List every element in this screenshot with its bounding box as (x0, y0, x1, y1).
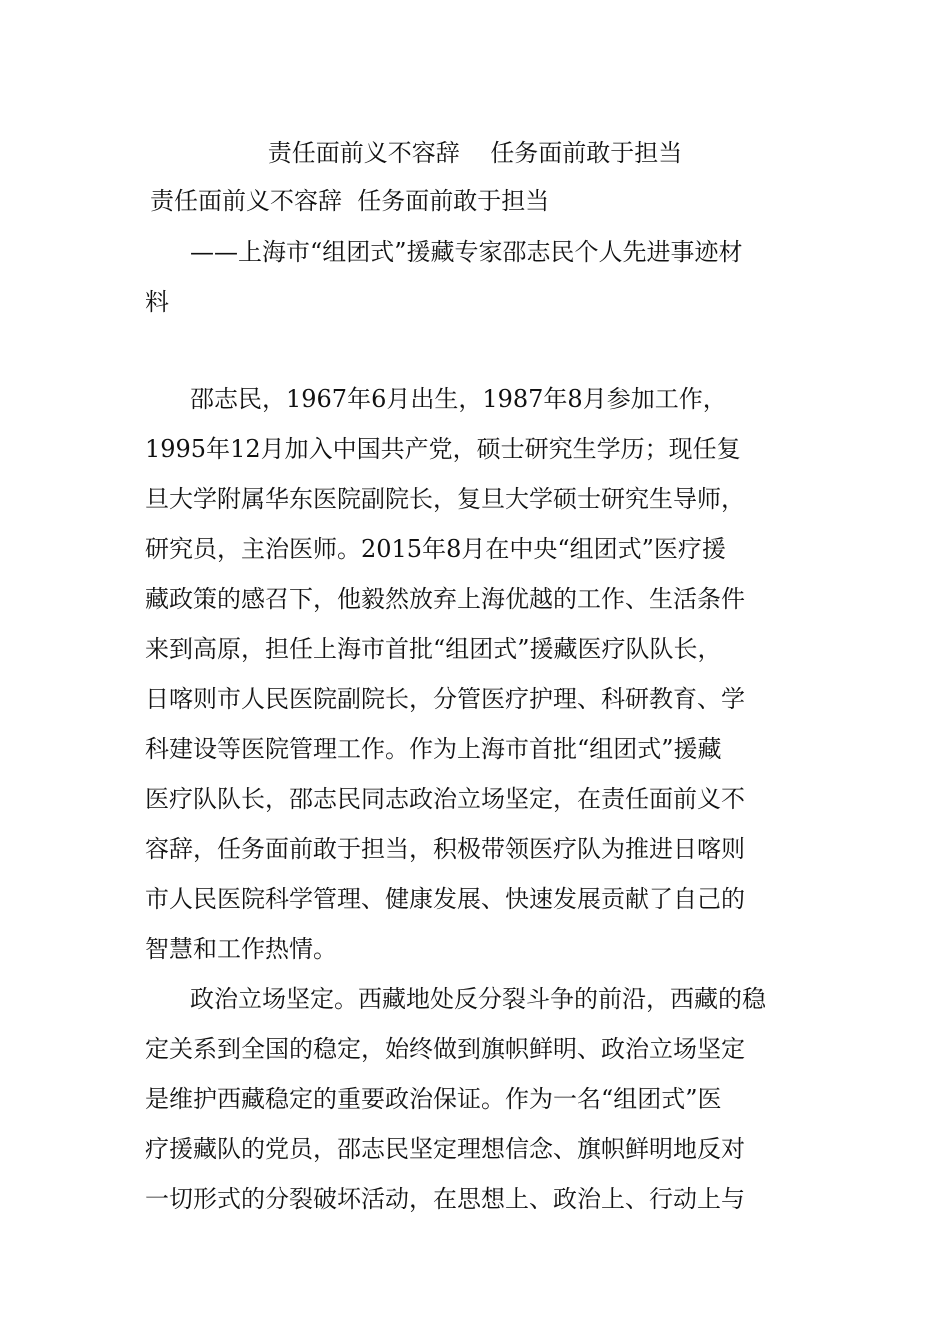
paragraph-1-line: 医疗队队长，邵志民同志政治立场坚定，在责任面前义不 (145, 785, 745, 813)
paragraph-1-line: 1995年12月加入中国共产党，硕士研究生学历；现任复 (145, 435, 741, 463)
paragraph-2-line: 是维护西藏稳定的重要政治保证。作为一名“组团式”医 (145, 1085, 722, 1113)
paragraph-2-line: 疗援藏队的党员，邵志民坚定理想信念、旗帜鲜明地反对 (145, 1135, 745, 1163)
paragraph-2-line: 政治立场坚定。西藏地处反分裂斗争的前沿，西藏的稳 (190, 985, 766, 1013)
paragraph-1-line: 来到高原，担任上海市首批“组团式”援藏医疗队队长， (145, 635, 722, 663)
byline-line-2: 料 (145, 288, 169, 316)
paragraph-1-line: 容辞，任务面前敢于担当，积极带领医疗队为推进日喀则 (145, 835, 745, 863)
paragraph-1-line: 市人民医院科学管理、健康发展、快速发展贡献了自己的 (145, 885, 745, 913)
paragraph-1-line: 日喀则市人民医院副院长，分管医疗护理、科研教育、学 (145, 685, 745, 713)
paragraph-1-line: 研究员，主治医师。2015年8月在中央“组团式”医疗援 (145, 535, 726, 563)
paragraph-1-line: 旦大学附属华东医院副院长，复旦大学硕士研究生导师， (145, 485, 745, 513)
subtitle: 责任面前义不容辞 任务面前敢于担当 (150, 187, 550, 215)
paragraph-2-line: 一切形式的分裂破坏活动，在思想上、政治上、行动上与 (145, 1185, 745, 1213)
paragraph-1-line: 科建设等医院管理工作。作为上海市首批“组团式”援藏 (145, 735, 722, 763)
paragraph-2-line: 定关系到全国的稳定，始终做到旗帜鲜明、政治立场坚定 (145, 1035, 745, 1063)
paragraph-1-line: 藏政策的感召下，他毅然放弃上海优越的工作、生活条件 (145, 585, 745, 613)
paragraph-1-line: 邵志民，1967年6月出生，1987年8月参加工作， (190, 385, 727, 413)
byline-line-1: ——上海市“组团式”援藏专家邵志民个人先进事迹材 (190, 238, 743, 266)
header-title: 责任面前义不容辞 任务面前敢于担当 (267, 139, 683, 167)
paragraph-1-line: 智慧和工作热情。 (145, 935, 337, 963)
